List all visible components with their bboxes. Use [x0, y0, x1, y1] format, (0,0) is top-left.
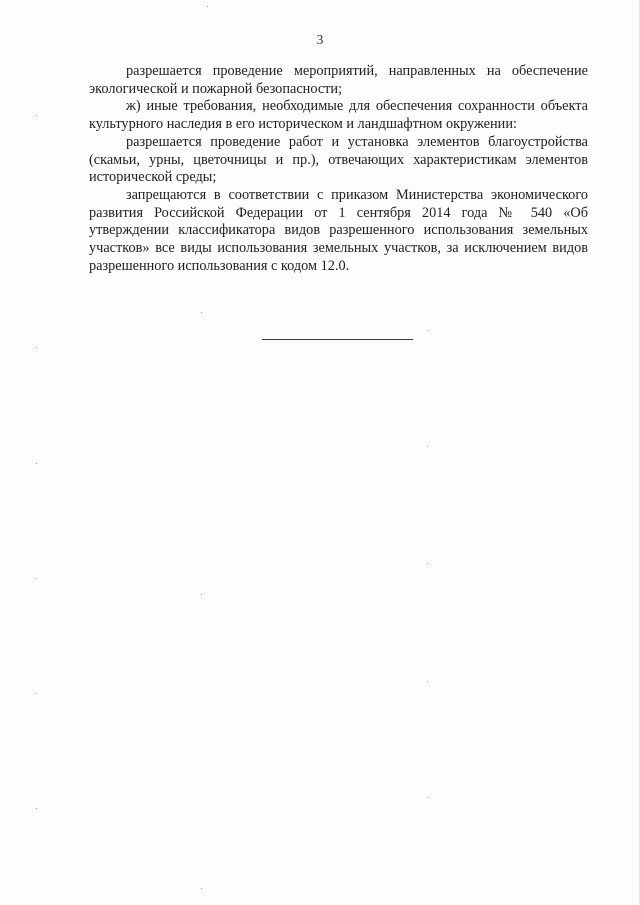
scan-speck [36, 115, 37, 116]
scan-speck [36, 347, 37, 348]
scan-speck [201, 888, 202, 889]
scan-speck [427, 563, 428, 564]
paragraph-landscaping: разрешается проведение работ и установка элементов благоустройства (скамьи, урны, цветочницы и пр.), отвечающих характеристикам элементов исторической среды; [89, 133, 588, 186]
paragraph-prohibition: запрещаются в соответствии с приказом Министерства экономического развития Российской Федерации от 1 сентября 2014 года № 540 «Об утверждении классификатора видов разрешенного использования земельных участков» все виды использования земельных участков, за исключением видов разрешенного использования с кодом 12.0. [89, 186, 588, 274]
end-separator-line [262, 339, 413, 340]
paragraph-ecology: разрешается проведение мероприятий, направленных на обеспечение экологической и пожарной безопасности; [89, 63, 588, 97]
scan-speck [36, 808, 37, 809]
scan-speck [201, 312, 202, 313]
scan-speck [427, 681, 428, 682]
scan-speck [36, 578, 37, 579]
scan-speck [207, 6, 208, 7]
scan-speck [427, 797, 428, 798]
paragraph-requirements: ж) иные требования, необходимые для обеспечения сохранности объекта культурного наследия в его историческом и ландшафтном окружении: [89, 98, 588, 133]
scan-speck [36, 693, 37, 694]
scan-speck [427, 446, 428, 447]
page-number: 3 [316, 32, 324, 47]
body-text [89, 63, 588, 275]
scan-speck [427, 330, 428, 331]
scan-speck [36, 463, 37, 464]
scan-speck [201, 594, 202, 595]
